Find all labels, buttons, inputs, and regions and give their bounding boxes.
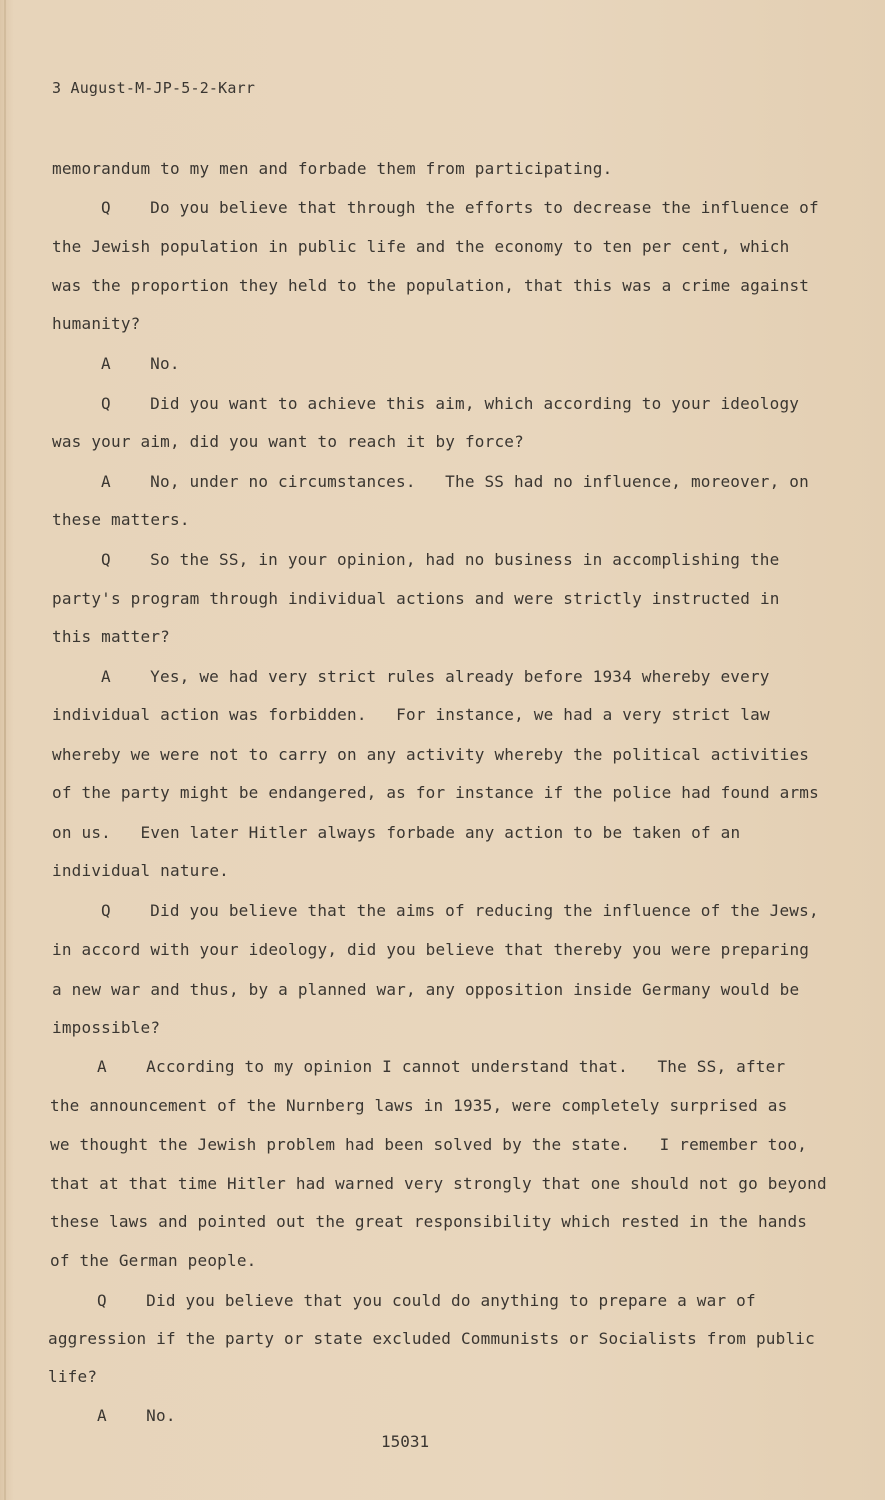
paper-edge — [4, 0, 6, 1500]
text-line: the Jewish population in public life and the economy to ten per cent, which — [52, 237, 790, 256]
text-line: Q Do you believe that through the efforts to decrease the influence of — [101, 198, 819, 217]
text-line: Q Did you believe that you could do anything to prepare a war of — [97, 1291, 756, 1310]
text-line: we thought the Jewish problem had been solved by the state. I remember too, — [50, 1135, 808, 1154]
text-line: A No, under no circumstances. The SS had no influence, moreover, on — [101, 472, 809, 491]
text-line: memorandum to my men and forbade them from participating. — [52, 159, 613, 178]
page-number: 15031 — [381, 1432, 430, 1451]
text-line: a new war and thus, by a planned war, any opposition inside Germany would be — [52, 980, 800, 999]
text-line: A No. — [97, 1406, 176, 1425]
text-line: was your aim, did you want to reach it by force? — [52, 432, 524, 451]
text-line: these laws and pointed out the great responsibility which rested in the hands — [50, 1212, 808, 1231]
text-line: whereby we were not to carry on any activity whereby the political activities — [52, 745, 810, 764]
text-line: A Yes, we had very strict rules already before 1934 whereby every — [101, 667, 770, 686]
text-line: Q Did you want to achieve this aim, which according to your ideology — [101, 394, 800, 413]
text-line: in accord with your ideology, did you believe that thereby you were preparing — [52, 940, 810, 959]
text-line: impossible? — [52, 1018, 161, 1037]
text-line: of the German people. — [50, 1251, 257, 1270]
text-line: was the proportion they held to the population, that this was a crime against — [52, 276, 810, 295]
text-line: these matters. — [52, 510, 190, 529]
text-line: party's program through individual actions and were strictly instructed in — [52, 589, 780, 608]
text-line: aggression if the party or state excluded Communists or Socialists from public — [48, 1329, 815, 1348]
text-line: of the party might be endangered, as for instance if the police had found arms — [52, 783, 819, 802]
text-line: A According to my opinion I cannot understand that. The SS, after — [97, 1057, 786, 1076]
text-line: individual nature. — [52, 861, 229, 880]
text-line: humanity? — [52, 314, 141, 333]
text-line: this matter? — [52, 627, 170, 646]
text-line: A No. — [101, 354, 180, 373]
text-line: life? — [48, 1367, 98, 1386]
text-line: Q So the SS, in your opinion, had no business in accomplishing the — [101, 550, 780, 569]
text-line: individual action was forbidden. For instance, we had a very strict law — [52, 705, 770, 724]
text-line: that at that time Hitler had warned very strongly that one should not go beyond — [50, 1174, 827, 1193]
text-line: on us. Even later Hitler always forbade any action to be taken of an — [52, 823, 741, 842]
text-line: the announcement of the Nurnberg laws in 1935, were completely surprised as — [50, 1096, 788, 1115]
document-header: 3 August-M-JP-5-2-Karr — [52, 79, 256, 97]
text-line: Q Did you believe that the aims of reducing the influence of the Jews, — [101, 901, 819, 920]
